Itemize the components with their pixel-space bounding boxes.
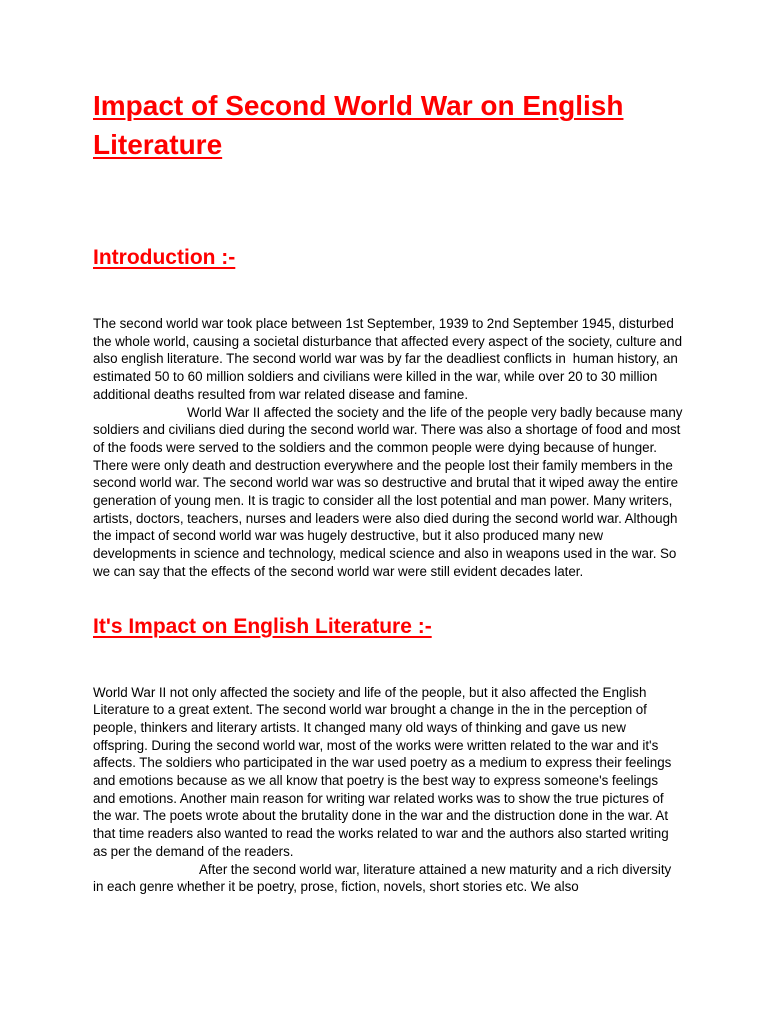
section-heading-impact: It's Impact on English Literature :-: [93, 614, 432, 638]
document-page: [93, 86, 686, 896]
paragraph-impact-2: After the second world war, literature attained a new maturity and a rich diversity in each genre whether it be poetry, prose, fiction, novels, short stories etc. We also: [93, 861, 675, 895]
paragraph-introduction-1: The second world war took place between 1st September, 1939 to 2nd September 1945, disturbed the whole world, causing a societal disturbance that affected every aspect of the society, culture and also english literature. The second world war was by far the deadliest conflicts in human history, an estimated 50 to 60 million soldiers and civilians were killed in the war, while over 20 to 30 million additional deaths resulted from war related disease and famine.: [93, 316, 686, 402]
section-heading-introduction: Introduction :-: [93, 246, 236, 269]
paragraph-introduction-2: World War II affected the society and the life of the people very badly because many soldiers and civilians died during the second world war. There was also a shortage of food and most of the foods were served to the soldiers and the common people were dying because of hunger. There were only death and destruction everywhere and the people lost their family members in the second world war. The second world war was so destructive and brutal that it wiped away the entire generation of young men. It is tragic to consider all the lost potential and man power. Many writers, artists, doctors, teachers, nurses and leaders were also died during the second world war. Although the impact of second world war was hugely destructive, but it also produced many new developments in science and technology, medical science and also in weapons used in the war. So we can say that the effects of the second world war were still evident decades later.: [93, 404, 686, 579]
document-title: Impact of Second World War on English Literature: [93, 90, 624, 160]
paragraph-impact-1: World War II not only affected the society and life of the people, but it also affected the English Literature to a great extent. The second world war brought a change in the in the perception of people, thinkers and literary artists. It changed many old ways of thinking and gave us new offspring. During the second world war, most of the works were written related to the war and it's affects. The soldiers who participated in the war used poetry as a medium to express their feelings and emotions because as we all know that poetry is the best way to express someone's feelings and emotions. Another main reason for writing war related works was to show the true pictures of the war. The poets wrote about the brutality done in the war and the distruction done in the war. At that time readers also wanted to read the works related to war and the authors also started writing as per the demand of the readers.: [93, 684, 675, 859]
